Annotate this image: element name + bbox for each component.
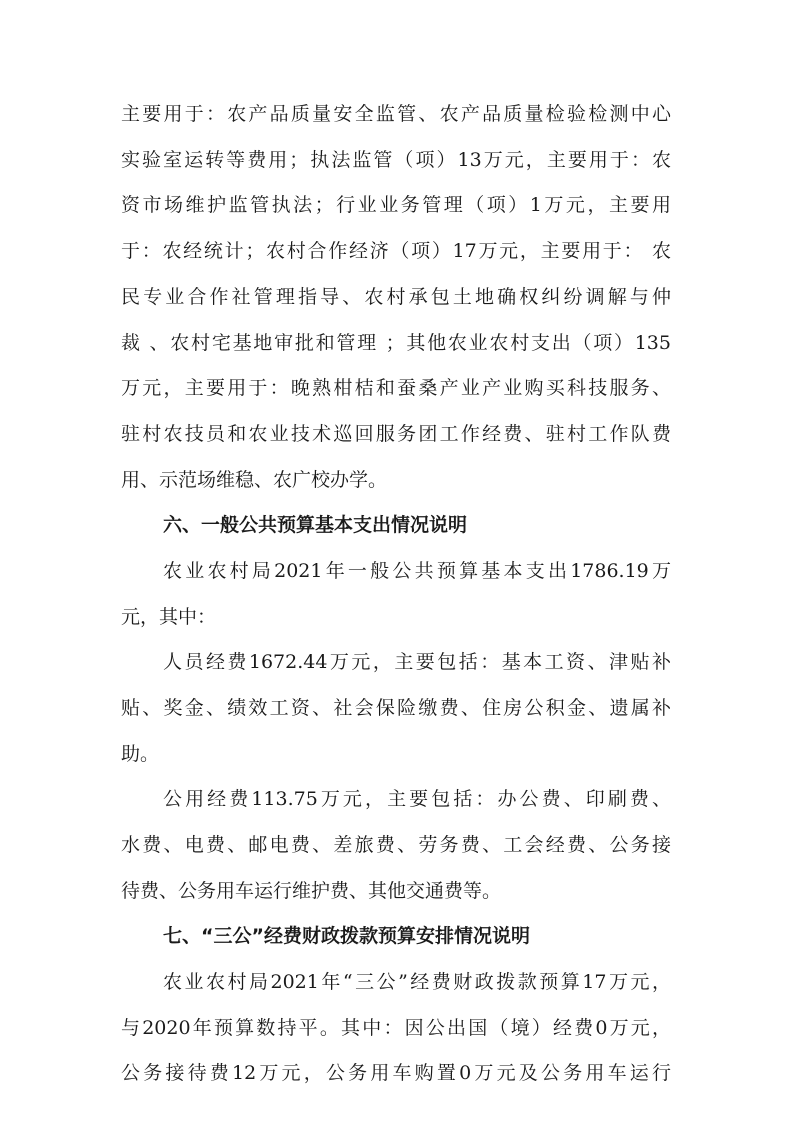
paragraph-line xyxy=(0,191,793,219)
paragraph-line xyxy=(0,1059,793,1087)
paragraph-line xyxy=(0,100,793,128)
text-line: 水费、电费、邮电费、差旅费、劳务费、工会经费、公务接 xyxy=(121,834,671,856)
paragraph-line xyxy=(0,374,793,402)
text-line: 农业农村局2021年“三公”经费财政拨款预算17万元， xyxy=(163,971,671,993)
text-line: 人员经费1672.44万元，主要包括：基本工资、津贴补 xyxy=(163,651,671,673)
paragraph-line xyxy=(0,968,793,996)
paragraph-line xyxy=(0,283,793,311)
paragraph-line xyxy=(0,877,793,905)
paragraph-line xyxy=(0,1014,793,1042)
text-line: 驻村农技员和农业技术巡回服务团工作经费、驻村工作队费 xyxy=(121,423,671,445)
paragraph-line xyxy=(0,466,793,494)
text-line: 与2020年预算数持平。其中：因公出国（境）经费0万元， xyxy=(121,1017,671,1039)
heading-text: 六、一般公共预算基本支出情况说明 xyxy=(163,514,468,536)
paragraph-line xyxy=(0,329,793,357)
text-line: 助。 xyxy=(121,743,160,765)
paragraph-line xyxy=(0,420,793,448)
paragraph-line xyxy=(0,557,793,585)
text-line: 公务接待费12万元，公务用车购置0万元及公务用车运行 xyxy=(121,1062,671,1084)
paragraph-line xyxy=(0,237,793,265)
text-line: 万元，主要用于：晚熟柑桔和蚕桑产业产业购买科技服务、 xyxy=(121,377,671,399)
text-line: 元，其中： xyxy=(121,606,217,628)
text-line: 于：农经统计；农村合作经济（项）17万元，主要用于： 农 xyxy=(121,240,671,262)
text-line: 用、示范场维稳、农广校办学。 xyxy=(121,469,388,491)
paragraph-line xyxy=(0,603,793,631)
text-line: 贴、奖金、绩效工资、社会保险缴费、住房公积金、遗属补 xyxy=(121,697,671,719)
text-line: 待费、公务用车运行维护费、其他交通费等。 xyxy=(121,880,502,902)
paragraph-line xyxy=(0,785,793,813)
text-line: 主要用于：农产品质量安全监管、农产品质量检验检测中心 xyxy=(121,103,671,125)
section-heading-6 xyxy=(0,511,793,539)
text-line: 实验室运转等费用；执法监管（项）13万元，主要用于：农 xyxy=(121,149,671,171)
paragraph-line xyxy=(0,648,793,676)
text-line: 农业农村局2021年一般公共预算基本支出1786.19万 xyxy=(163,560,671,582)
text-line: 民专业合作社管理指导、农村承包土地确权纠纷调解与仲 xyxy=(121,286,671,308)
paragraph-line xyxy=(0,146,793,174)
section-heading-7 xyxy=(0,922,793,950)
text-line: 裁 、农村宅基地审批和管理 ；其他农业农村支出（项）135 xyxy=(121,332,671,354)
heading-text: 七、“三公”经费财政拨款预算安排情况说明 xyxy=(163,925,530,947)
text-line: 公用经费113.75万元，主要包括：办公费、印刷费、 xyxy=(163,788,671,810)
paragraph-line xyxy=(0,694,793,722)
paragraph-line xyxy=(0,740,793,768)
paragraph-line xyxy=(0,831,793,859)
text-line: 资市场维护监管执法；行业业务管理（项）1万元，主要用 xyxy=(121,194,671,216)
